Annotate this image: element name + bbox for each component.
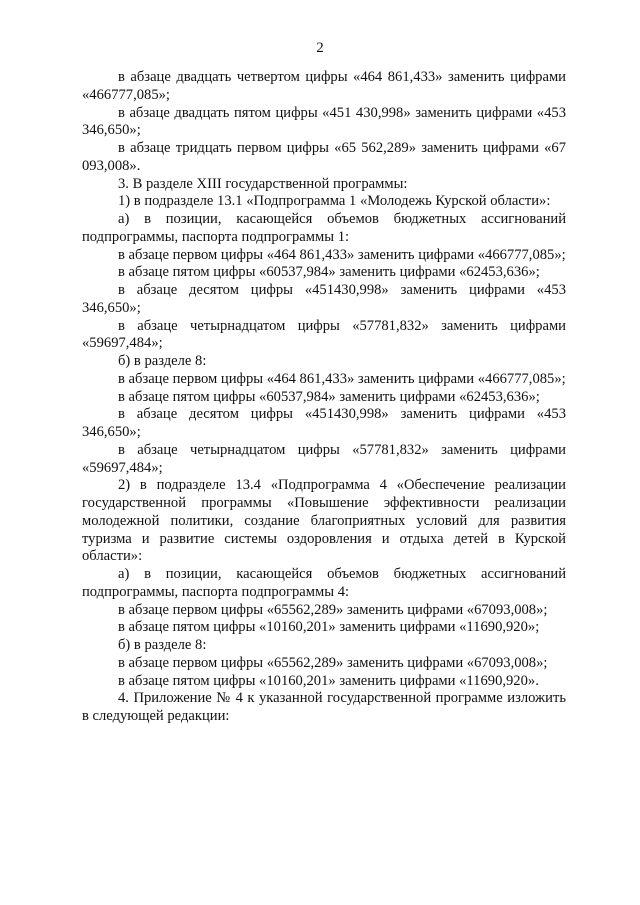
paragraph: в абзаце четырнадцатом цифры «57781,832» заменить цифрами «59697,484»; <box>82 317 566 352</box>
paragraph: в абзаце первом цифры «464 861,433» заменить цифрами «466777,085»; <box>118 246 566 263</box>
paragraph: в абзаце первом цифры «464 861,433» заменить цифрами «466777,085»; <box>118 370 566 387</box>
paragraph: а) в позиции, касающейся объемов бюджетных ассигнований подпрограммы, паспорта подпрограммы 4: <box>82 566 566 600</box>
paragraph: а) в позиции, касающейся объемов бюджетных ассигнований подпрограммы, паспорта подпрограммы 1: <box>82 211 566 245</box>
paragraph: в абзаце четырнадцатом цифры «57781,832» заменить цифрами «59697,484»; <box>82 441 566 476</box>
paragraph: в абзаце пятом цифры «10160,201» заменить цифрами «11690,920». <box>118 672 539 689</box>
paragraph: 1) в подразделе 13.1 «Подпрограмма 1 «Молодежь Курской области»: <box>118 193 551 210</box>
paragraph: в абзаце десятом цифры «451430,998» заменить цифрами «453 346,650»; <box>82 282 566 316</box>
paragraph: в абзаце пятом цифры «60537,984» заменить цифрами «62453,636»; <box>118 388 540 405</box>
paragraph: б) в разделе 8: <box>118 637 207 653</box>
paragraph: 4. Приложение № 4 к указанной государственной программе изложить в следующей редакции: <box>82 690 566 724</box>
page-number: 2 <box>316 40 324 56</box>
paragraph: в абзаце первом цифры «65562,289» заменить цифрами «67093,008»; <box>118 601 548 618</box>
paragraph: 3. В разделе XIII государственной программы: <box>118 175 408 192</box>
paragraph: 2) в подразделе 13.4 «Подпрограмма 4 «Обеспечение реализации государственной программы «Повышение эффективности реализации молодежной политики, создание благоприятных условий для развития туризма и развитие системы оздоровления и отдыха детей в Курской области»: <box>82 477 566 565</box>
paragraph: в абзаце первом цифры «65562,289» заменить цифрами «67093,008»; <box>118 654 548 671</box>
paragraph: в абзаце двадцать четвертом цифры «464 861,433» заменить цифрами «466777,085»; <box>82 69 566 103</box>
paragraph: в абзаце двадцать пятом цифры «451 430,998» заменить цифрами «453 346,650»; <box>82 104 566 139</box>
paragraph: в абзаце пятом цифры «60537,984» заменить цифрами «62453,636»; <box>118 264 540 281</box>
paragraph: в абзаце тридцать первом цифры «65 562,289» заменить цифрами «67 093,008». <box>82 140 566 174</box>
document-body <box>82 69 566 726</box>
paragraph: б) в разделе 8: <box>118 353 207 369</box>
paragraph: в абзаце пятом цифры «10160,201» заменить цифрами «11690,920»; <box>118 619 540 636</box>
paragraph: в абзаце десятом цифры «451430,998» заменить цифрами «453 346,650»; <box>82 406 566 440</box>
